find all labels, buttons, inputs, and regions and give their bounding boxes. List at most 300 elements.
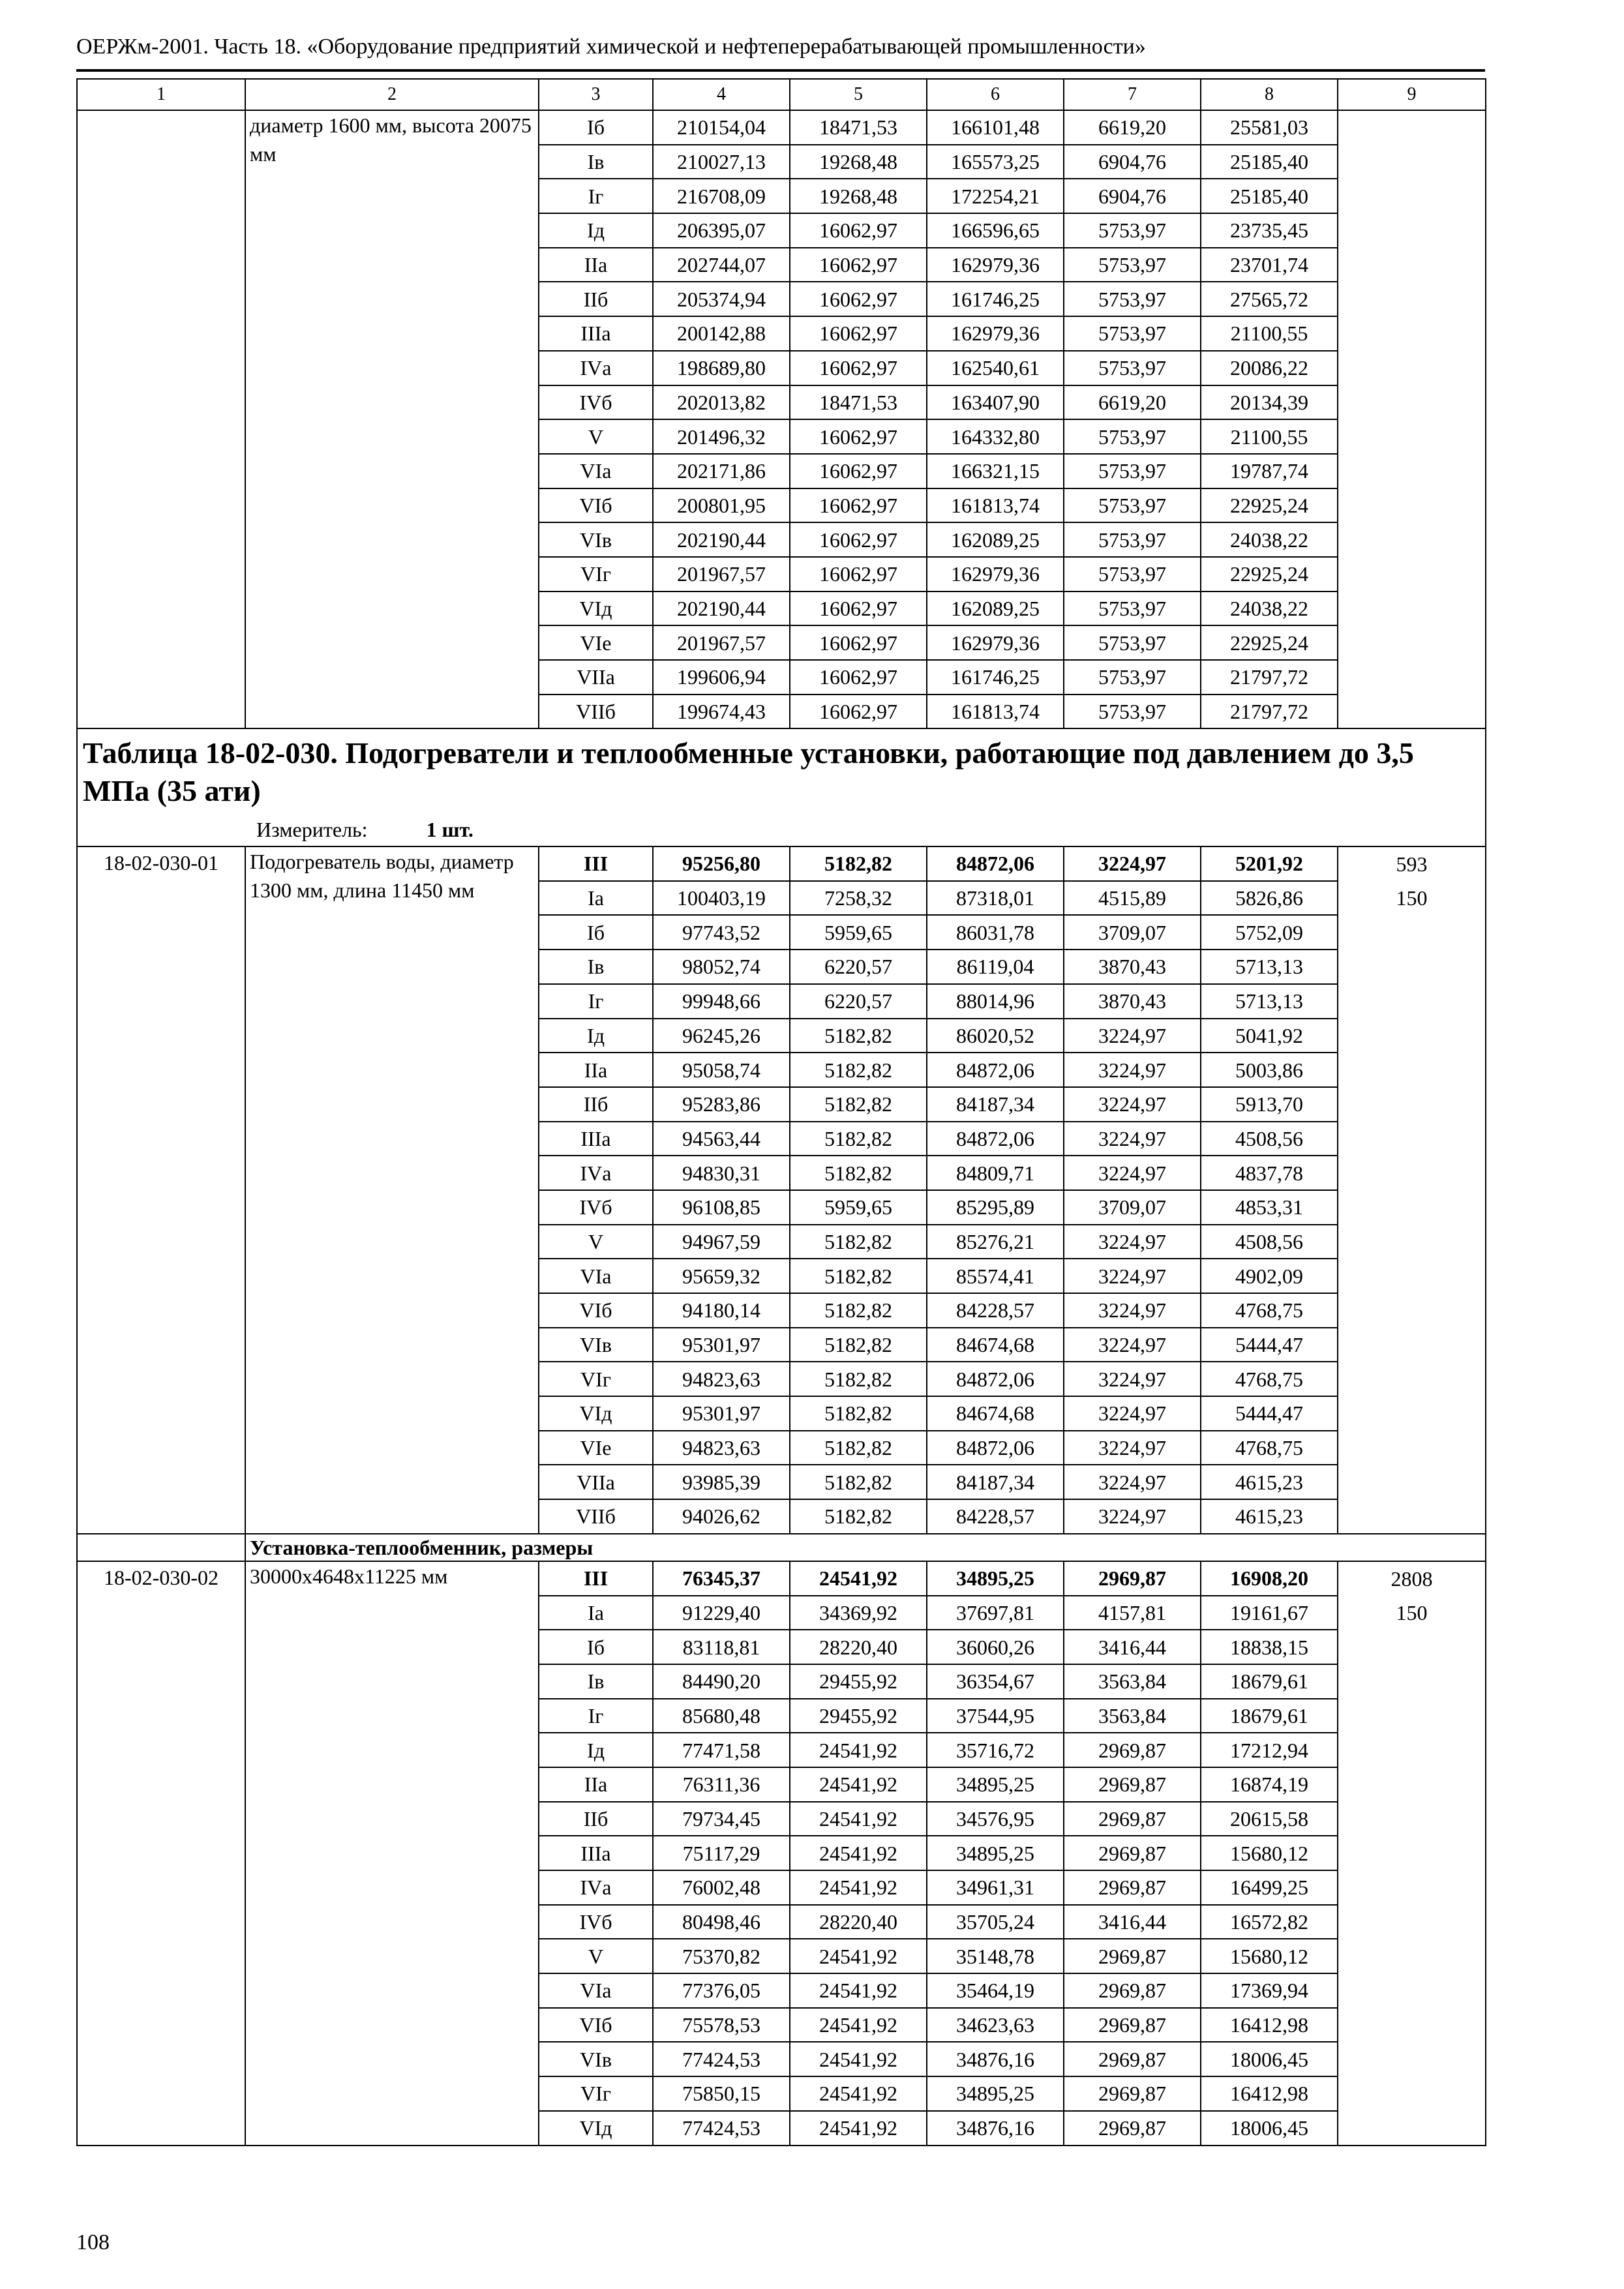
column-number: 1 bbox=[77, 79, 245, 110]
zone-cell: IIIа bbox=[539, 1122, 653, 1156]
value-cell: 5753,97 bbox=[1064, 282, 1201, 316]
value-cell: 95301,97 bbox=[653, 1396, 790, 1431]
value-cell: 16499,25 bbox=[1201, 1870, 1338, 1905]
value-cell: 16062,97 bbox=[790, 316, 927, 351]
value-cell: 76345,37 bbox=[653, 1561, 790, 1596]
group-title: Установка-теплообменник, размеры bbox=[245, 1534, 1486, 1561]
value-cell: 20615,58 bbox=[1201, 1802, 1338, 1836]
zone-cell: IIа bbox=[539, 1053, 653, 1087]
value-cell: 84187,34 bbox=[927, 1465, 1064, 1499]
value-cell: 17212,94 bbox=[1201, 1733, 1338, 1767]
value-cell: 210027,13 bbox=[653, 145, 790, 179]
value-cell: 24541,92 bbox=[790, 2008, 927, 2042]
value-cell: 95659,32 bbox=[653, 1259, 790, 1293]
value-cell: 5182,82 bbox=[790, 1053, 927, 1087]
value-cell: 15680,12 bbox=[1201, 1939, 1338, 1973]
value-cell: 37544,95 bbox=[927, 1699, 1064, 1733]
value-cell: 16062,97 bbox=[790, 351, 927, 385]
value-cell: 5753,97 bbox=[1064, 522, 1201, 557]
zone-cell: IVб bbox=[539, 385, 653, 420]
zone-cell: VIа bbox=[539, 454, 653, 488]
value-cell: 34895,25 bbox=[927, 1767, 1064, 1802]
column-number: 4 bbox=[653, 79, 790, 110]
value-cell: 5182,82 bbox=[790, 1122, 927, 1156]
value-cell: 5753,97 bbox=[1064, 660, 1201, 695]
value-cell: 5182,82 bbox=[790, 1465, 927, 1499]
zone-cell: VIа bbox=[539, 1973, 653, 2008]
value-cell: 76311,36 bbox=[653, 1767, 790, 1802]
value-cell: 97743,52 bbox=[653, 915, 790, 950]
value-cell: 84228,57 bbox=[927, 1499, 1064, 1534]
header-rule bbox=[76, 69, 1485, 72]
value-cell: 85276,21 bbox=[927, 1225, 1064, 1259]
value-cell: 2969,87 bbox=[1064, 2042, 1201, 2076]
value-cell: 24541,92 bbox=[790, 1870, 927, 1905]
value-cell: 18679,61 bbox=[1201, 1699, 1338, 1733]
zone-cell: III bbox=[539, 846, 653, 881]
value-cell: 94026,62 bbox=[653, 1499, 790, 1534]
value-cell: 5182,82 bbox=[790, 1293, 927, 1328]
value-cell: 6220,57 bbox=[790, 950, 927, 984]
value-cell: 21797,72 bbox=[1201, 660, 1338, 695]
zone-cell: VIд bbox=[539, 591, 653, 626]
value-cell: 93985,39 bbox=[653, 1465, 790, 1499]
zone-cell: Iб bbox=[539, 1630, 653, 1664]
value-cell: 85680,48 bbox=[653, 1699, 790, 1733]
value-cell: 86031,78 bbox=[927, 915, 1064, 950]
value-cell: 98052,74 bbox=[653, 950, 790, 984]
value-cell: 216708,09 bbox=[653, 179, 790, 213]
value-cell: 84809,71 bbox=[927, 1156, 1064, 1190]
value-cell: 199606,94 bbox=[653, 660, 790, 695]
value-cell: 96108,85 bbox=[653, 1190, 790, 1225]
value-cell: 6904,76 bbox=[1064, 145, 1201, 179]
value-cell: 3224,97 bbox=[1064, 1225, 1201, 1259]
value-cell: 4508,56 bbox=[1201, 1225, 1338, 1259]
value-cell: 84490,20 bbox=[653, 1664, 790, 1699]
zone-cell: VIIб bbox=[539, 695, 653, 729]
value-cell: 94967,59 bbox=[653, 1225, 790, 1259]
zone-cell: Iд bbox=[539, 1019, 653, 1053]
value-cell: 36060,26 bbox=[927, 1630, 1064, 1664]
value-cell: 162089,25 bbox=[927, 522, 1064, 557]
column-number: 5 bbox=[790, 79, 927, 110]
value-cell: 5182,82 bbox=[790, 1396, 927, 1431]
code-cell: 18-02-030-02 bbox=[77, 1561, 245, 2146]
value-cell: 164332,80 bbox=[927, 419, 1064, 454]
column-number: 9 bbox=[1338, 79, 1486, 110]
value-cell: 84872,06 bbox=[927, 1362, 1064, 1396]
value-cell: 5752,09 bbox=[1201, 915, 1338, 950]
value-cell: 34576,95 bbox=[927, 1802, 1064, 1836]
zone-cell: Iа bbox=[539, 881, 653, 916]
column-number: 3 bbox=[539, 79, 653, 110]
value-cell: 16062,97 bbox=[790, 695, 927, 729]
value-cell: 16062,97 bbox=[790, 419, 927, 454]
value-cell: 200801,95 bbox=[653, 488, 790, 523]
value-cell: 75578,53 bbox=[653, 2008, 790, 2042]
value-cell: 5753,97 bbox=[1064, 351, 1201, 385]
value-cell: 3563,84 bbox=[1064, 1699, 1201, 1733]
zone-cell: IIIа bbox=[539, 316, 653, 351]
value-cell: 88014,96 bbox=[927, 984, 1064, 1019]
name-cell: 30000x4648x11225 мм bbox=[245, 1561, 539, 2146]
value-cell: 21100,55 bbox=[1201, 419, 1338, 454]
value-cell: 5753,97 bbox=[1064, 213, 1201, 248]
value-cell: 161746,25 bbox=[927, 660, 1064, 695]
value-cell: 16062,97 bbox=[790, 625, 927, 660]
page-header: ОЕРЖм-2001. Часть 18. «Оборудование предприятий химической и нефтеперерабатывающей промышленности» bbox=[76, 35, 1146, 59]
value-cell: 4615,23 bbox=[1201, 1465, 1338, 1499]
value-cell: 35705,24 bbox=[927, 1905, 1064, 1939]
value-cell: 162089,25 bbox=[927, 591, 1064, 626]
value-cell: 19268,48 bbox=[790, 179, 927, 213]
value-cell: 5182,82 bbox=[790, 1362, 927, 1396]
value-cell: 84872,06 bbox=[927, 1122, 1064, 1156]
value-cell: 3416,44 bbox=[1064, 1630, 1201, 1664]
value-cell: 24541,92 bbox=[790, 1836, 927, 1870]
value-cell: 4768,75 bbox=[1201, 1362, 1338, 1396]
zone-cell: Iг bbox=[539, 984, 653, 1019]
value-cell: 28220,40 bbox=[790, 1630, 927, 1664]
zone-cell: IIа bbox=[539, 248, 653, 282]
value-cell: 84228,57 bbox=[927, 1293, 1064, 1328]
value-cell: 24541,92 bbox=[790, 1733, 927, 1767]
zone-cell: VIг bbox=[539, 557, 653, 591]
value-cell: 21797,72 bbox=[1201, 695, 1338, 729]
value-cell: 83118,81 bbox=[653, 1630, 790, 1664]
value-cell: 5201,92 bbox=[1201, 846, 1338, 881]
value-cell: 20086,22 bbox=[1201, 351, 1338, 385]
value-cell: 17369,94 bbox=[1201, 1973, 1338, 2008]
zone-cell: Iд bbox=[539, 1733, 653, 1767]
value-cell: 5753,97 bbox=[1064, 316, 1201, 351]
value-cell: 84872,06 bbox=[927, 846, 1064, 881]
value-cell: 198689,80 bbox=[653, 351, 790, 385]
value-cell: 3563,84 bbox=[1064, 1664, 1201, 1699]
value-cell: 165573,25 bbox=[927, 145, 1064, 179]
zone-cell: Iг bbox=[539, 1699, 653, 1733]
value-cell: 16908,20 bbox=[1201, 1561, 1338, 1596]
value-cell: 84872,06 bbox=[927, 1431, 1064, 1465]
rates-table bbox=[76, 78, 1486, 2146]
value-cell: 6904,76 bbox=[1064, 179, 1201, 213]
value-cell: 85295,89 bbox=[927, 1190, 1064, 1225]
zone-cell: Iв bbox=[539, 1664, 653, 1699]
value-cell: 77424,53 bbox=[653, 2042, 790, 2076]
value-cell: 3224,97 bbox=[1064, 1019, 1201, 1053]
value-cell: 4508,56 bbox=[1201, 1122, 1338, 1156]
zone-cell: VIа bbox=[539, 1259, 653, 1293]
value-cell: 77376,05 bbox=[653, 1973, 790, 2008]
value-cell: 2969,87 bbox=[1064, 1767, 1201, 1802]
value-cell: 80498,46 bbox=[653, 1905, 790, 1939]
col9-cell: 150 bbox=[1338, 881, 1486, 916]
zone-cell: Iа bbox=[539, 1596, 653, 1630]
value-cell: 202171,86 bbox=[653, 454, 790, 488]
zone-cell: IIIа bbox=[539, 1836, 653, 1870]
value-cell: 24038,22 bbox=[1201, 591, 1338, 626]
value-cell: 162979,36 bbox=[927, 316, 1064, 351]
value-cell: 95058,74 bbox=[653, 1053, 790, 1087]
value-cell: 22925,24 bbox=[1201, 557, 1338, 591]
value-cell: 19787,74 bbox=[1201, 454, 1338, 488]
value-cell: 75117,29 bbox=[653, 1836, 790, 1870]
value-cell: 94180,14 bbox=[653, 1293, 790, 1328]
value-cell: 19161,67 bbox=[1201, 1596, 1338, 1630]
value-cell: 5959,65 bbox=[790, 1190, 927, 1225]
zone-cell: Iб bbox=[539, 110, 653, 145]
value-cell: 5182,82 bbox=[790, 1156, 927, 1190]
value-cell: 24541,92 bbox=[790, 1561, 927, 1596]
zone-cell: IIб bbox=[539, 282, 653, 316]
value-cell: 34623,63 bbox=[927, 2008, 1064, 2042]
value-cell: 37697,81 bbox=[927, 1596, 1064, 1630]
zone-cell: VIв bbox=[539, 2042, 653, 2076]
value-cell: 95283,86 bbox=[653, 1087, 790, 1122]
value-cell: 201967,57 bbox=[653, 557, 790, 591]
value-cell: 5753,97 bbox=[1064, 591, 1201, 626]
value-cell: 4515,89 bbox=[1064, 881, 1201, 916]
value-cell: 5182,82 bbox=[790, 1259, 927, 1293]
zone-cell: VIIа bbox=[539, 1465, 653, 1499]
measure-value: 1 шт. bbox=[426, 817, 474, 841]
value-cell: 5959,65 bbox=[790, 915, 927, 950]
value-cell: 4768,75 bbox=[1201, 1431, 1338, 1465]
zone-cell: IVб bbox=[539, 1905, 653, 1939]
value-cell: 5826,86 bbox=[1201, 881, 1338, 916]
table-row bbox=[77, 846, 1486, 881]
code-cell bbox=[77, 110, 245, 728]
zone-cell: VIд bbox=[539, 1396, 653, 1431]
value-cell: 7258,32 bbox=[790, 881, 927, 916]
value-cell: 3224,97 bbox=[1064, 1396, 1201, 1431]
value-cell: 91229,40 bbox=[653, 1596, 790, 1630]
value-cell: 16062,97 bbox=[790, 282, 927, 316]
zone-cell: VIг bbox=[539, 1362, 653, 1396]
value-cell: 21100,55 bbox=[1201, 316, 1338, 351]
value-cell: 5753,97 bbox=[1064, 454, 1201, 488]
value-cell: 20134,39 bbox=[1201, 385, 1338, 420]
value-cell: 18679,61 bbox=[1201, 1664, 1338, 1699]
value-cell: 3709,07 bbox=[1064, 1190, 1201, 1225]
value-cell: 6619,20 bbox=[1064, 385, 1201, 420]
value-cell: 23735,45 bbox=[1201, 213, 1338, 248]
zone-cell: IIб bbox=[539, 1802, 653, 1836]
value-cell: 25185,40 bbox=[1201, 145, 1338, 179]
value-cell: 24541,92 bbox=[790, 2111, 927, 2146]
column-number: 6 bbox=[927, 79, 1064, 110]
value-cell: 200142,88 bbox=[653, 316, 790, 351]
value-cell: 35716,72 bbox=[927, 1733, 1064, 1767]
value-cell: 4837,78 bbox=[1201, 1156, 1338, 1190]
zone-cell: VIб bbox=[539, 2008, 653, 2042]
value-cell: 16412,98 bbox=[1201, 2076, 1338, 2111]
value-cell: 34876,16 bbox=[927, 2042, 1064, 2076]
value-cell: 4853,31 bbox=[1201, 1190, 1338, 1225]
value-cell: 3224,97 bbox=[1064, 846, 1201, 881]
value-cell: 5753,97 bbox=[1064, 419, 1201, 454]
value-cell: 16062,97 bbox=[790, 522, 927, 557]
value-cell: 34369,92 bbox=[790, 1596, 927, 1630]
value-cell: 2969,87 bbox=[1064, 1733, 1201, 1767]
value-cell: 24541,92 bbox=[790, 1939, 927, 1973]
zone-cell: VIг bbox=[539, 2076, 653, 2111]
value-cell: 3224,97 bbox=[1064, 1156, 1201, 1190]
value-cell: 5713,13 bbox=[1201, 950, 1338, 984]
value-cell: 5753,97 bbox=[1064, 248, 1201, 282]
zone-cell: VIIб bbox=[539, 1499, 653, 1534]
column-number: 2 bbox=[245, 79, 539, 110]
value-cell: 22925,24 bbox=[1201, 488, 1338, 523]
value-cell: 29455,92 bbox=[790, 1699, 927, 1733]
value-cell: 2969,87 bbox=[1064, 1561, 1201, 1596]
value-cell: 2969,87 bbox=[1064, 1802, 1201, 1836]
value-cell: 6220,57 bbox=[790, 984, 927, 1019]
value-cell: 25581,03 bbox=[1201, 110, 1338, 145]
page-number: 108 bbox=[76, 2230, 110, 2254]
value-cell: 16062,97 bbox=[790, 454, 927, 488]
value-cell: 202190,44 bbox=[653, 522, 790, 557]
column-number: 8 bbox=[1201, 79, 1338, 110]
value-cell: 18006,45 bbox=[1201, 2111, 1338, 2146]
value-cell: 35464,19 bbox=[927, 1973, 1064, 2008]
value-cell: 162540,61 bbox=[927, 351, 1064, 385]
value-cell: 16062,97 bbox=[790, 248, 927, 282]
value-cell: 3224,97 bbox=[1064, 1499, 1201, 1534]
value-cell: 87318,01 bbox=[927, 881, 1064, 916]
zone-cell: VIв bbox=[539, 522, 653, 557]
value-cell: 162979,36 bbox=[927, 248, 1064, 282]
value-cell: 3224,97 bbox=[1064, 1328, 1201, 1362]
value-cell: 34895,25 bbox=[927, 1836, 1064, 1870]
value-cell: 86119,04 bbox=[927, 950, 1064, 984]
value-cell: 3224,97 bbox=[1064, 1293, 1201, 1328]
value-cell: 94830,31 bbox=[653, 1156, 790, 1190]
value-cell: 5182,82 bbox=[790, 1225, 927, 1259]
value-cell: 84187,34 bbox=[927, 1087, 1064, 1122]
value-cell: 199674,43 bbox=[653, 695, 790, 729]
zone-cell: IVа bbox=[539, 1156, 653, 1190]
zone-cell: Iг bbox=[539, 179, 653, 213]
zone-cell: V bbox=[539, 419, 653, 454]
value-cell: 202013,82 bbox=[653, 385, 790, 420]
group-title-row bbox=[77, 1534, 1486, 1561]
value-cell: 162979,36 bbox=[927, 625, 1064, 660]
value-cell: 84872,06 bbox=[927, 1053, 1064, 1087]
zone-cell: VIв bbox=[539, 1328, 653, 1362]
value-cell: 201967,57 bbox=[653, 625, 790, 660]
value-cell: 206395,07 bbox=[653, 213, 790, 248]
value-cell: 172254,21 bbox=[927, 179, 1064, 213]
table-row bbox=[77, 110, 1486, 145]
value-cell: 2969,87 bbox=[1064, 1836, 1201, 1870]
value-cell: 2969,87 bbox=[1064, 2111, 1201, 2146]
value-cell: 16062,97 bbox=[790, 591, 927, 626]
value-cell: 163407,90 bbox=[927, 385, 1064, 420]
col9-cell: 150 bbox=[1338, 1596, 1486, 1630]
value-cell: 77424,53 bbox=[653, 2111, 790, 2146]
value-cell: 3224,97 bbox=[1064, 1431, 1201, 1465]
value-cell: 2969,87 bbox=[1064, 2008, 1201, 2042]
value-cell: 2969,87 bbox=[1064, 1870, 1201, 1905]
value-cell: 96245,26 bbox=[653, 1019, 790, 1053]
zone-cell: VIд bbox=[539, 2111, 653, 2146]
value-cell: 16062,97 bbox=[790, 488, 927, 523]
value-cell: 5713,13 bbox=[1201, 984, 1338, 1019]
zone-cell: IVб bbox=[539, 1190, 653, 1225]
value-cell: 5182,82 bbox=[790, 1087, 927, 1122]
value-cell: 16874,19 bbox=[1201, 1767, 1338, 1802]
value-cell: 3709,07 bbox=[1064, 915, 1201, 950]
value-cell: 76002,48 bbox=[653, 1870, 790, 1905]
col9-cell: 593 bbox=[1338, 846, 1486, 881]
value-cell: 24038,22 bbox=[1201, 522, 1338, 557]
value-cell: 161813,74 bbox=[927, 695, 1064, 729]
value-cell: 3224,97 bbox=[1064, 1122, 1201, 1156]
value-cell: 5182,82 bbox=[790, 1431, 927, 1465]
value-cell: 3224,97 bbox=[1064, 1259, 1201, 1293]
value-cell: 79734,45 bbox=[653, 1802, 790, 1836]
name-cell: диаметр 1600 мм, высота 20075 мм bbox=[245, 110, 539, 728]
value-cell: 75850,15 bbox=[653, 2076, 790, 2111]
value-cell: 3224,97 bbox=[1064, 1465, 1201, 1499]
value-cell: 166101,48 bbox=[927, 110, 1064, 145]
value-cell: 3224,97 bbox=[1064, 1087, 1201, 1122]
value-cell: 34895,25 bbox=[927, 1561, 1064, 1596]
value-cell: 34961,31 bbox=[927, 1870, 1064, 1905]
value-cell: 3224,97 bbox=[1064, 1362, 1201, 1396]
zone-cell: III bbox=[539, 1561, 653, 1596]
value-cell: 4902,09 bbox=[1201, 1259, 1338, 1293]
value-cell: 18838,15 bbox=[1201, 1630, 1338, 1664]
value-cell: 84674,68 bbox=[927, 1328, 1064, 1362]
column-numbers-row bbox=[77, 79, 1486, 110]
col9-cell bbox=[1338, 1630, 1486, 2145]
value-cell: 5753,97 bbox=[1064, 695, 1201, 729]
value-cell: 202744,07 bbox=[653, 248, 790, 282]
value-cell: 84674,68 bbox=[927, 1396, 1064, 1431]
measure-cell bbox=[77, 813, 1486, 846]
value-cell: 16062,97 bbox=[790, 557, 927, 591]
zone-cell: IVа bbox=[539, 1870, 653, 1905]
value-cell: 18471,53 bbox=[790, 385, 927, 420]
value-cell: 99948,66 bbox=[653, 984, 790, 1019]
value-cell: 75370,82 bbox=[653, 1939, 790, 1973]
value-cell: 16062,97 bbox=[790, 660, 927, 695]
zone-cell: IIб bbox=[539, 1087, 653, 1122]
value-cell: 162979,36 bbox=[927, 557, 1064, 591]
zone-cell: Iб bbox=[539, 915, 653, 950]
value-cell: 3870,43 bbox=[1064, 950, 1201, 984]
value-cell: 85574,41 bbox=[927, 1259, 1064, 1293]
code-cell: 18-02-030-01 bbox=[77, 846, 245, 1534]
value-cell: 166596,65 bbox=[927, 213, 1064, 248]
value-cell: 202190,44 bbox=[653, 591, 790, 626]
value-cell: 5913,70 bbox=[1201, 1087, 1338, 1122]
value-cell: 4768,75 bbox=[1201, 1293, 1338, 1328]
value-cell: 161813,74 bbox=[927, 488, 1064, 523]
value-cell: 95301,97 bbox=[653, 1328, 790, 1362]
value-cell: 5753,97 bbox=[1064, 488, 1201, 523]
value-cell: 5003,86 bbox=[1201, 1053, 1338, 1087]
value-cell: 24541,92 bbox=[790, 2042, 927, 2076]
column-number: 7 bbox=[1064, 79, 1201, 110]
value-cell: 5182,82 bbox=[790, 1019, 927, 1053]
zone-cell: Iв bbox=[539, 145, 653, 179]
value-cell: 210154,04 bbox=[653, 110, 790, 145]
value-cell: 22925,24 bbox=[1201, 625, 1338, 660]
